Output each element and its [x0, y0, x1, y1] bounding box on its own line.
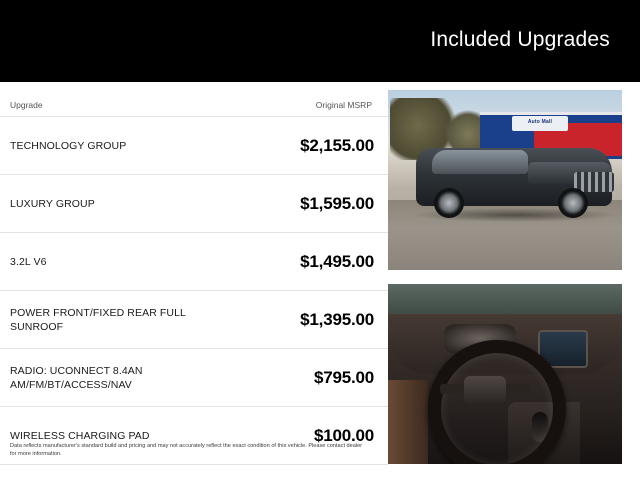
column-header-msrp: Original MSRP — [315, 100, 372, 110]
upgrade-price: $1,595.00 — [300, 193, 374, 213]
passenger-seat — [576, 404, 622, 464]
vehicle-wheel — [558, 188, 588, 218]
table-row — [0, 233, 388, 291]
vehicle-photos — [388, 90, 622, 464]
disclaimer-text: Data reflects manufacturer's standard build and pricing and may not accurately reflect the exact condition of this vehicle. Please contact dealer for more information. — [10, 443, 363, 457]
vehicle-exterior-photo — [388, 90, 622, 270]
upgrade-price: $2,155.00 — [300, 135, 374, 155]
steering-spoke — [440, 384, 464, 394]
upgrade-label: TECHNOLOGY GROUP — [10, 139, 127, 152]
upgrade-label: WIRELESS CHARGING PAD — [10, 429, 150, 442]
table-row — [0, 349, 388, 407]
windshield — [388, 284, 622, 318]
upgrade-label: POWER FRONT/FIXED REAR FULL SUNROOF — [10, 306, 186, 333]
steering-wheel-hub — [464, 376, 506, 404]
upgrade-label: LUXURY GROUP — [10, 197, 95, 210]
vehicle-interior-photo — [388, 284, 622, 464]
table-row — [0, 291, 388, 349]
steering-spoke — [506, 384, 530, 394]
table-row — [0, 116, 388, 175]
exterior-image — [388, 90, 622, 270]
upgrades-table — [0, 82, 388, 480]
interior-image — [388, 284, 622, 464]
vehicle-windows — [432, 150, 528, 174]
column-header-upgrade: Upgrade — [10, 100, 43, 110]
page-title: Included Upgrades — [430, 28, 610, 51]
page-header — [0, 0, 640, 82]
vehicle-wheel — [434, 188, 464, 218]
door-panel — [388, 380, 428, 464]
upgrade-price: $795.00 — [313, 367, 374, 387]
upgrade-label: RADIO: UCONNECT 8.4AN AM/FM/BT/ACCESS/NAV — [10, 364, 143, 391]
dealer-sign-label: Auto Mall — [527, 119, 553, 125]
upgrade-label: 3.2L V6 — [10, 255, 47, 268]
upgrade-price: $1,395.00 — [300, 309, 374, 329]
table-row — [0, 175, 388, 233]
upgrade-price: $100.00 — [313, 425, 374, 445]
upgrades-rows — [0, 116, 388, 465]
upgrade-price: $1,495.00 — [300, 251, 374, 271]
